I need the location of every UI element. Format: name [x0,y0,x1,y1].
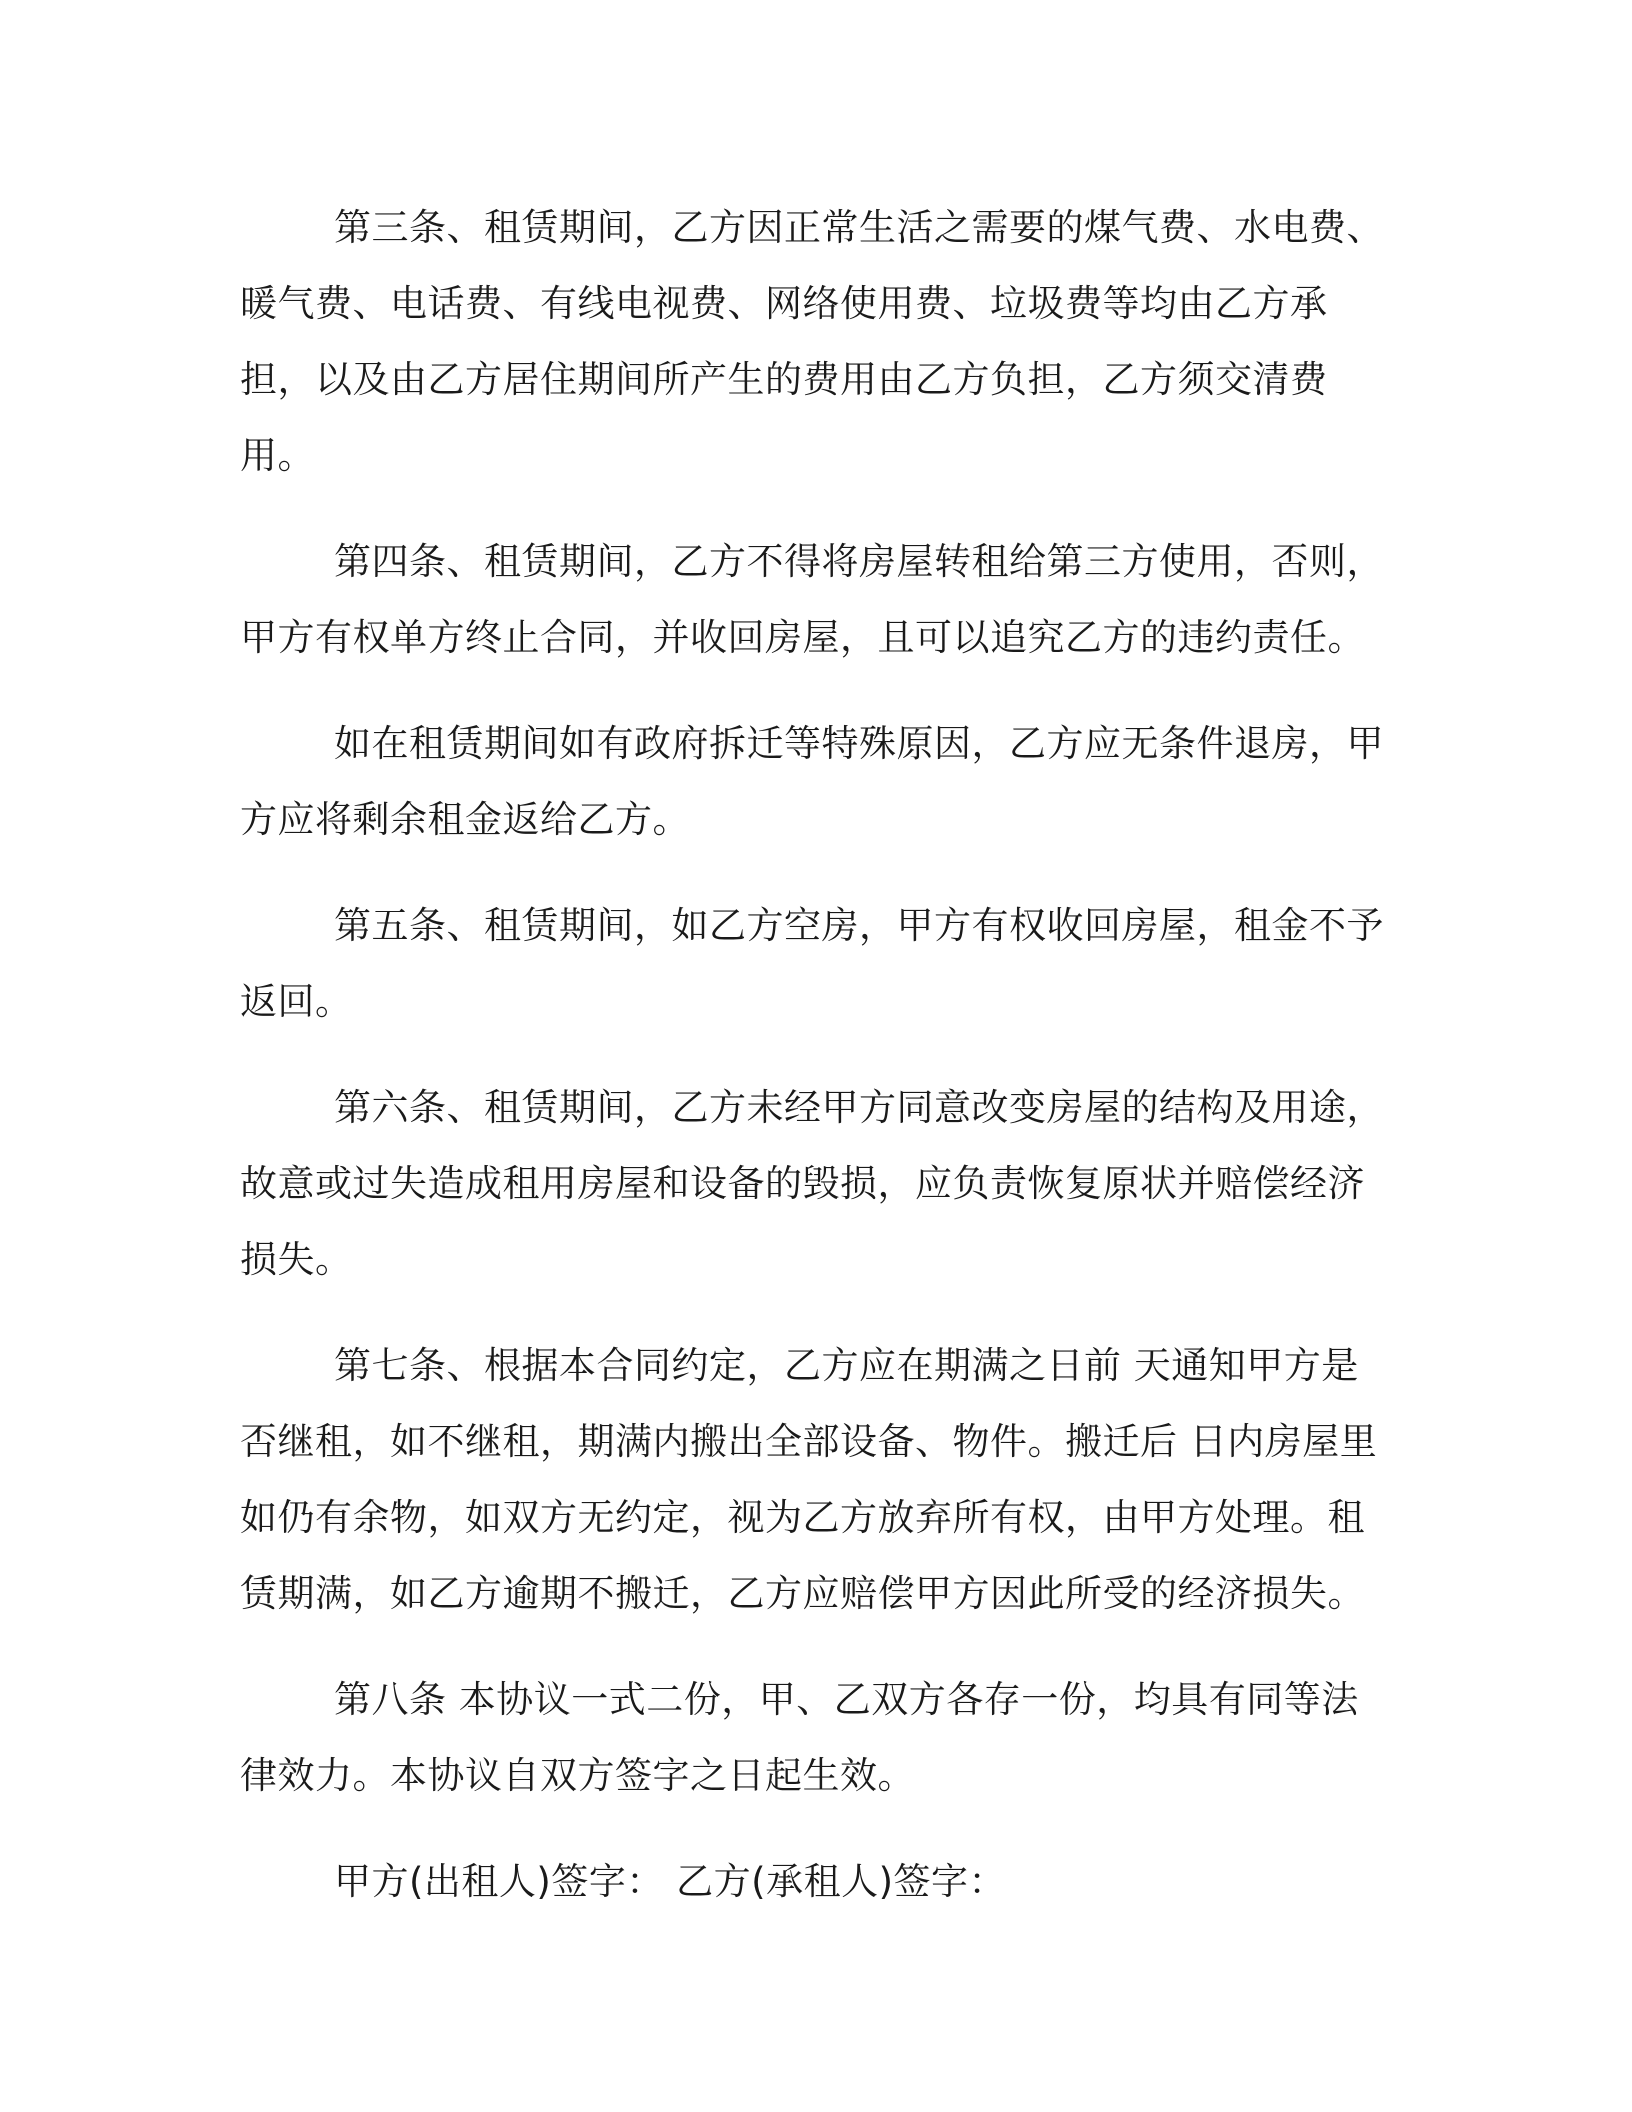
clause-5-paragraph: 第五条、租赁期间，如乙方空房，甲方有权收回房屋，租金不予返回。 [240,904,1384,1023]
signature-line: 甲方(出租人)签字： 乙方(承租人)签字： [334,1860,1007,1903]
clause-7-paragraph: 第七条、根据本合同约定，乙方应在期满之日前 天通知甲方是否继租，如不继租，期满内搬出全部设备、物件。搬迁后 日内房屋里如仍有余物，如双方无约定，视为乙方放弃所有权，由甲方处理。租赁期满，如乙方逾期不搬迁，乙方应赔偿甲方因此所受的经济损失。 [240,1344,1378,1615]
clause-6-paragraph: 第六条、租赁期间，乙方未经甲方同意改变房屋的结构及用途，故意或过失造成租用房屋和设备的毁损，应负责恢复原状并赔偿经济损失。 [240,1086,1384,1281]
demolition-paragraph: 如在租赁期间如有政府拆迁等特殊原因，乙方应无条件退房，甲方应将剩余租金返给乙方。 [240,722,1384,841]
clause-4-paragraph: 第四条、租赁期间，乙方不得将房屋转租给第三方使用，否则，甲方有权单方终止合同，并收回房屋，且可以追究乙方的违约责任。 [240,540,1384,659]
clause-8-paragraph: 第八条 本协议一式二份，甲、乙双方各存一份，均具有同等法律效力。本协议自双方签字之日起生效。 [240,1678,1359,1797]
document-body [240,190,1395,1950]
clause-3-paragraph: 第三条、租赁期间，乙方因正常生活之需要的煤气费、水电费、暖气费、电话费、有线电视费、网络使用费、垃圾费等均由乙方承担，以及由乙方居住期间所产生的费用由乙方负担，乙方须交清费用。 [240,206,1384,477]
